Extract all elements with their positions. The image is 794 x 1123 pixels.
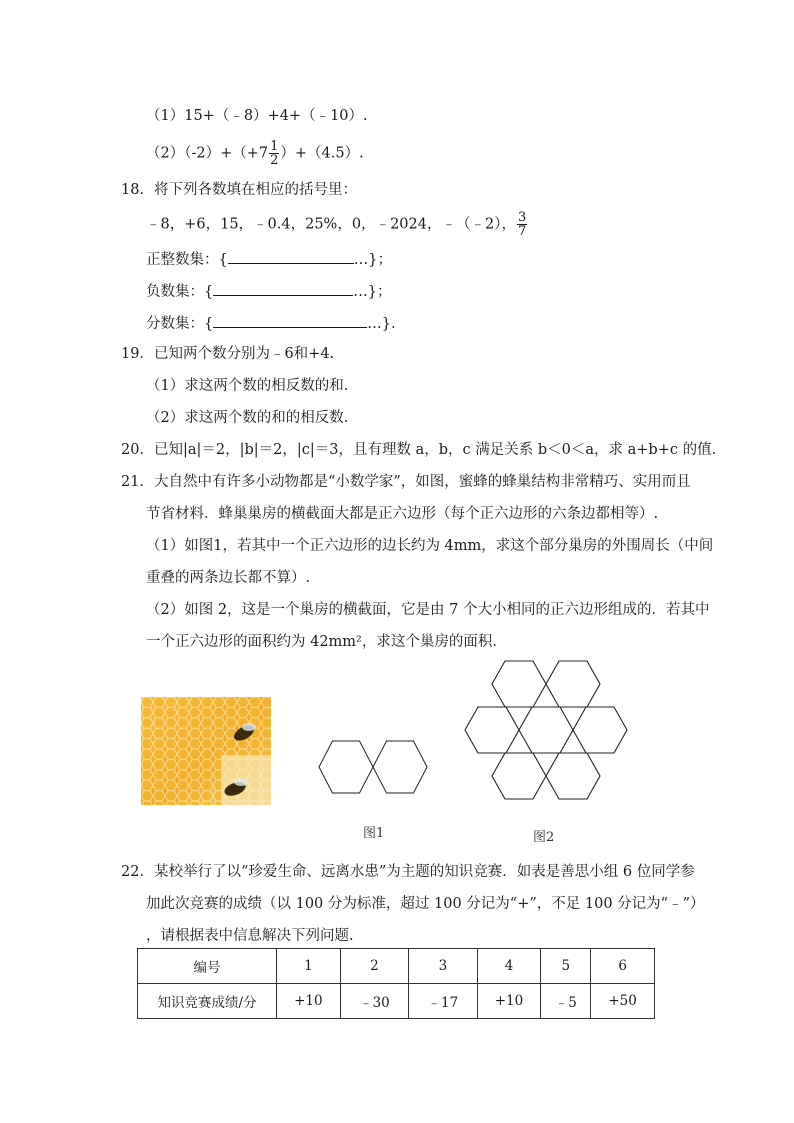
q19-stem: 19．已知两个数分别为﹣6和+4. — [121, 346, 335, 362]
q22-line-3: ，请根据表中信息解决下列问题. — [146, 928, 354, 944]
q18-stem: 18．将下列各数填在相应的括号里： — [121, 182, 357, 198]
q21-line-5: （2）如图 2，这是一个巢房的横截面，它是由 7 个大小相同的正六边形组成的．若其中 — [146, 602, 710, 618]
table-row — [138, 984, 655, 1019]
table-cell: ﹣5 — [541, 984, 591, 1019]
q21-line-1: 21．大自然中有许多小动物都是“小数学家”，如图，蜜蜂的蜂巢结构非常精巧、实用而且 — [121, 474, 691, 490]
answer-blank[interactable] — [213, 313, 367, 328]
table-header-cell: 编号 — [138, 949, 277, 984]
table-cell: 4 — [477, 949, 541, 984]
figure-1-two-hexagons — [318, 737, 428, 799]
honeycomb-photo — [141, 697, 271, 805]
q17-item-1: （1）15+（﹣8）+4+（﹣10）. — [146, 108, 368, 124]
q18-set-negatives: 负数集：{ …}； — [146, 281, 391, 302]
answer-blank[interactable] — [213, 281, 353, 296]
table-cell: 5 — [541, 949, 591, 984]
q22-line-2: 加此次竞赛的成绩（以 100 分为标准，超过 100 分记为“+”，不足 100 分记为“﹣”） — [146, 896, 705, 912]
table-cell: +50 — [591, 984, 655, 1019]
score-table — [137, 948, 655, 1019]
table-cell: 3 — [409, 949, 477, 984]
table-cell: 6 — [591, 949, 655, 984]
q21-line-3: （1）如图1，若其中一个正六边形的边长约为 4mm，求这个部分巢房的外围周长（中间 — [146, 538, 714, 554]
q18-set-positive-integers: 正整数集：{ …}； — [146, 249, 392, 270]
q17-item-2: （2）（-2）+（+7 $\frac{1}{2}$ ）+（4.5）. — [146, 139, 364, 168]
table-cell: +10 — [277, 984, 341, 1019]
table-cell: 2 — [340, 949, 408, 984]
q22-line-1: 22．某校举行了以“珍爱生命、远离水患”为主题的知识竞赛．如表是善思小组 6 位同学参 — [121, 864, 695, 880]
table-header-cell: 知识竞赛成绩/分 — [138, 984, 277, 1019]
figure-2-drawing — [464, 658, 628, 800]
figure-2-caption: 图2 — [533, 830, 555, 845]
table-cell: 1 — [277, 949, 341, 984]
q18-numbers: ﹣8，+6，15，﹣0.4，25%，0，﹣2024，﹣（﹣2）， $\frac{3}{7}$ — [146, 210, 527, 239]
figure-1-caption: 图1 — [363, 826, 385, 841]
table-cell: +10 — [477, 984, 541, 1019]
q18-set-fractions: 分数集：{ …}. — [146, 313, 396, 334]
q21-line-4: 重叠的两条边长都不算）. — [146, 570, 311, 586]
q19-item-2: （2）求这两个数的和的相反数. — [146, 410, 349, 426]
q20-stem: 20．已知|a|＝2，|b|＝2，|c|＝3，且有理数 a，b，c 满足关系 b＜0＜a，求 a+b+c 的值. — [121, 442, 717, 458]
q21-line-6: 一个正六边形的面积约为 42mm²，求这个巢房的面积. — [146, 634, 497, 650]
fraction: $\frac{1}{2}$ — [270, 139, 279, 168]
answer-blank[interactable] — [228, 249, 354, 264]
table-row — [138, 949, 655, 984]
table-cell: ﹣17 — [409, 984, 477, 1019]
table-cell: ﹣30 — [340, 984, 408, 1019]
q19-item-1: （1）求这两个数的相反数的和. — [146, 378, 349, 394]
q21-line-2: 节省材料．蜂巢巢房的横截面大都是正六边形（每个正六边形的六条边都相等）. — [146, 506, 659, 522]
fraction: $\frac{3}{7}$ — [517, 210, 527, 239]
